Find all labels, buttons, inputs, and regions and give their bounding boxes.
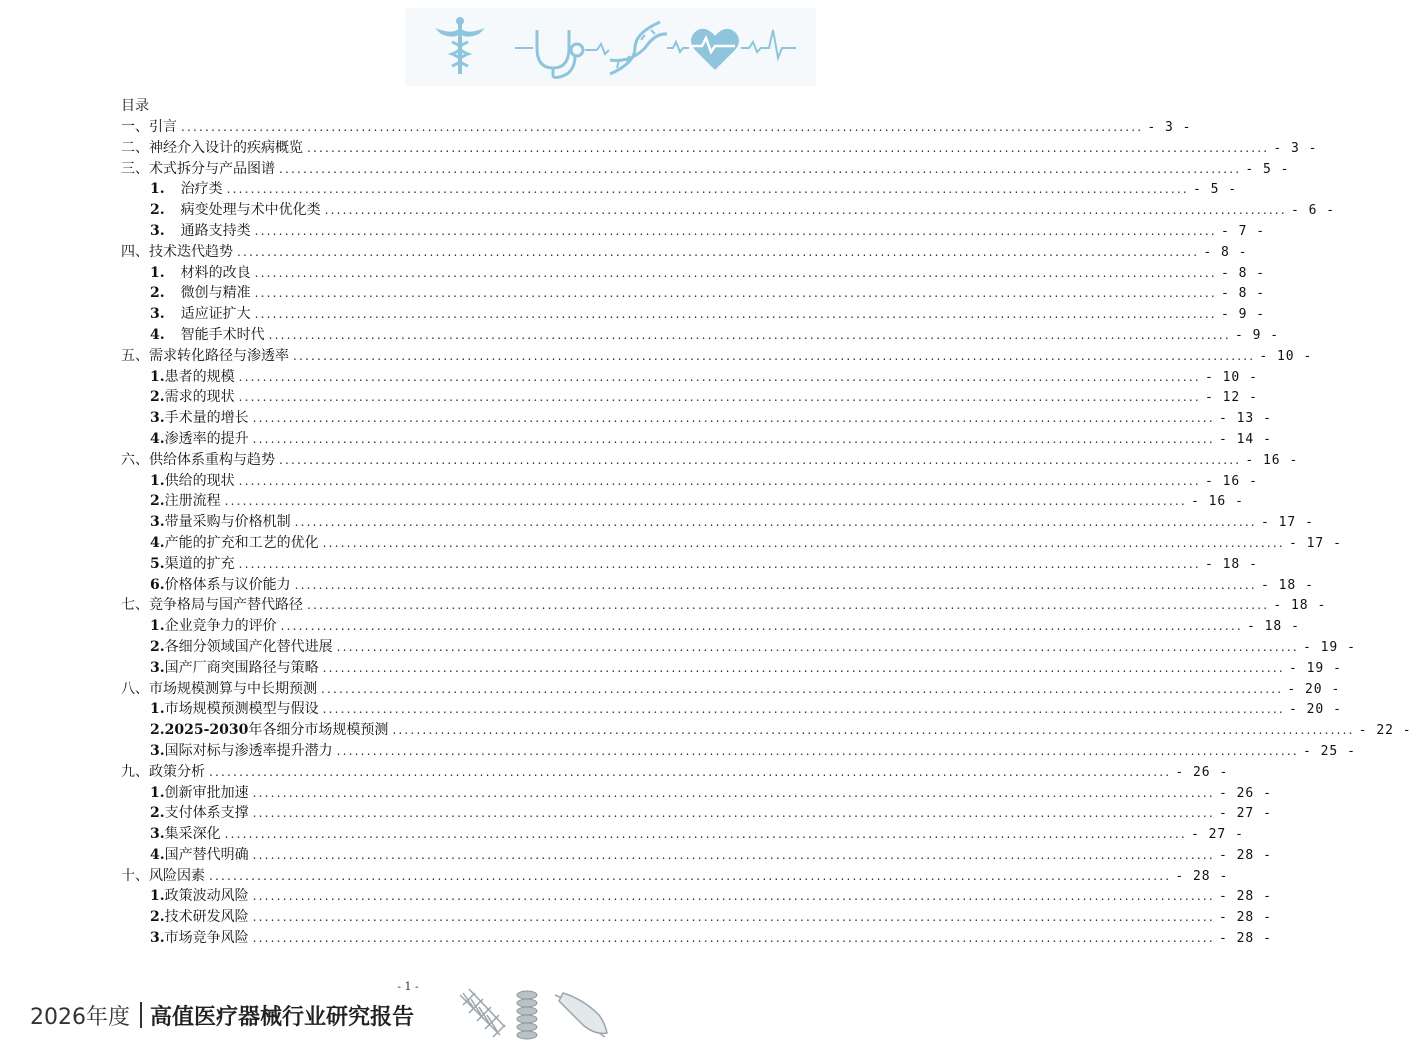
toc-entry-page: - 20 -: [1287, 681, 1341, 697]
toc-entry[interactable]: [121, 533, 1342, 554]
toc-entry-page: - 5 -: [1245, 161, 1290, 177]
toc-entry[interactable]: [121, 658, 1342, 679]
toc-leader-dots: ................................................................................................................................................................: [254, 265, 1217, 280]
toc-entry-page: - 18 -: [1273, 598, 1327, 614]
toc-entry-number: 2.: [150, 493, 165, 510]
toc-entry-number: 1.: [150, 264, 165, 281]
toc-entry[interactable]: [121, 783, 1272, 804]
toc-leader-dots: ................................................................................................................................................................: [336, 743, 1299, 758]
toc-entry-label: 价格体系与议价能力: [164, 576, 291, 593]
toc-entry-number: 2.: [150, 805, 165, 822]
toc-entry-page: - 26 -: [1218, 785, 1272, 801]
toc-entry-page: - 16 -: [1245, 452, 1299, 468]
toc-entry-page: - 10 -: [1259, 348, 1313, 364]
toc-entry-label: 企业竞争力的评价: [164, 618, 277, 635]
toc-leader-dots: ................................................................................................................................................................: [224, 827, 1187, 842]
toc-entry[interactable]: [121, 679, 1341, 700]
toc-entry-page: - 9 -: [1234, 327, 1280, 343]
toc-entry-page: - 27 -: [1218, 806, 1272, 822]
toc-leader-dots: ................................................................................................................................................................: [324, 203, 1287, 218]
toc-entry[interactable]: [121, 325, 1280, 346]
toc-entry-label: 六、供给体系重构与趋势: [121, 451, 275, 468]
toc-entry-label: 十、风险因素: [121, 867, 205, 884]
toc-entry[interactable]: [121, 429, 1272, 450]
toc-leader-dots: ................................................................................................................................................................: [238, 473, 1201, 488]
toc-entry[interactable]: [121, 762, 1229, 783]
toc-entry[interactable]: [121, 928, 1272, 949]
toc-entry-page: - 20 -: [1288, 702, 1342, 718]
toc-entry-label: 患者的规模: [164, 368, 235, 385]
toc-leader-dots: ................................................................................................................................................................: [322, 702, 1285, 717]
toc-entry-label: 渗透率的提升: [164, 430, 249, 447]
toc-entry-page: - 17 -: [1260, 515, 1314, 531]
toc-leader-dots: ................................................................................................................................................................: [252, 931, 1215, 946]
toc-entry-page: - 13 -: [1218, 411, 1272, 427]
toc-entry-page: - 6 -: [1290, 203, 1336, 219]
toc-entry-page: - 19 -: [1302, 639, 1356, 655]
toc-entry-number: 2.: [150, 285, 165, 302]
toc-entry-label: 政策波动风险: [164, 888, 249, 905]
toc-leader-dots: ................................................................................................................................................................: [254, 307, 1217, 322]
toc-entry-page: - 10 -: [1204, 369, 1258, 385]
toc-entry-label: 年各细分市场规模预测: [248, 722, 389, 739]
toc-entry-number: 1.: [150, 701, 165, 718]
toc-entry[interactable]: [121, 159, 1290, 180]
toc-entry-number: 4.: [150, 846, 165, 863]
toc-entry-number: 2.: [150, 638, 165, 655]
toc-entry-page: - 17 -: [1288, 535, 1342, 551]
toc-entry-label: 三、术式拆分与产品图谱: [121, 160, 275, 177]
toc-entry-label: 各细分领域国产化替代进展: [164, 638, 333, 655]
toc-entry[interactable]: [121, 138, 1318, 159]
coil-icon: [517, 991, 537, 1039]
toc-entry[interactable]: [121, 346, 1313, 367]
toc-entry-number: 3.: [150, 222, 165, 239]
toc-entry-page: - 5 -: [1192, 182, 1238, 198]
toc-entry-label: 国际对标与渗透率提升潜力: [164, 742, 333, 759]
toc-entry-label: 微创与精准: [180, 285, 251, 302]
toc-leader-dots: ................................................................................................................................................................: [322, 660, 1285, 675]
toc-entry-label: 九、政策分析: [121, 763, 205, 780]
toc-leader-dots: ................................................................................................................................................................: [238, 556, 1201, 571]
toc-entry-number: 3.: [150, 930, 165, 947]
toc-entry[interactable]: [121, 595, 1327, 616]
toc-entry-page: - 16 -: [1190, 494, 1244, 510]
toc-entry-label: 注册流程: [164, 493, 221, 510]
toc-leader-dots: ................................................................................................................................................................: [279, 452, 1242, 467]
toc-entry[interactable]: [121, 304, 1266, 325]
toc-leader-dots: ................................................................................................................................................................: [268, 327, 1231, 342]
toc-entry[interactable]: [121, 242, 1248, 263]
stethoscope-icon: [515, 30, 609, 78]
toc-entry[interactable]: [121, 886, 1272, 907]
toc-entry[interactable]: [121, 554, 1258, 575]
toc-entry-label: 支付体系支撑: [164, 805, 249, 822]
footer-year: 2026年度: [30, 1004, 130, 1030]
toc-entry-number: 4.: [150, 430, 165, 447]
toc-entry-label: 材料的改良: [180, 264, 251, 281]
toc-entry[interactable]: [121, 221, 1266, 242]
toc-leader-dots: ................................................................................................................................................................: [226, 182, 1189, 197]
toc-entry-page: - 8 -: [1220, 286, 1266, 302]
toc-entry-number: 3.: [150, 410, 165, 427]
toc-leader-dots: ................................................................................................................................................................: [307, 140, 1270, 155]
toc-entry-label: 适应证扩大: [180, 306, 251, 323]
toc-leader-dots: ................................................................................................................................................................: [237, 244, 1200, 259]
toc-entry[interactable]: [121, 824, 1244, 845]
toc-entry[interactable]: [121, 741, 1356, 762]
toc-entry-label: 国产厂商突围路径与策略: [164, 659, 319, 676]
toc-entry-number: 2.2025-2030: [150, 722, 249, 739]
toc-leader-dots: ................................................................................................................................................................: [252, 411, 1215, 426]
toc-entry-page: - 7 -: [1220, 223, 1266, 239]
toc-entry-label: 一、引言: [121, 119, 177, 135]
toc-entry-label: 集采深化: [164, 826, 221, 843]
toc-entry-label: 技术研发风险: [164, 909, 249, 926]
footer-banner: [30, 995, 414, 1035]
toc-entry-page: - 27 -: [1190, 827, 1244, 843]
toc-entry-page: - 28 -: [1218, 847, 1272, 863]
toc-entry-number: 4.: [150, 326, 165, 343]
toc-entry-page: - 8 -: [1220, 265, 1266, 281]
toc-entry-page: - 8 -: [1203, 244, 1248, 260]
footer-title: 高值医疗器械行业研究报告: [150, 1004, 415, 1030]
toc-leader-dots: ................................................................................................................................................................: [392, 723, 1355, 738]
toc-entry-page: - 28 -: [1218, 931, 1272, 947]
toc-entry-label: 通路支持类: [180, 222, 251, 239]
toc-entry[interactable]: [121, 575, 1314, 596]
toc-entry-number: 2.: [150, 389, 165, 406]
toc-entry[interactable]: [121, 471, 1258, 492]
toc-entry-label: 市场规模预测模型与假设: [164, 701, 319, 718]
toc-entry-number: 2.: [150, 909, 165, 926]
toc-entry-number: 1.: [150, 784, 165, 801]
toc-entry-page: - 16 -: [1204, 473, 1258, 489]
toc-leader-dots: ................................................................................................................................................................: [279, 161, 1242, 176]
toc-leader-dots: ................................................................................................................................................................: [294, 515, 1257, 530]
toc-entry-label: 五、需求转化路径与渗透率: [121, 347, 289, 364]
balloon-catheter-icon: [555, 993, 607, 1037]
toc-entry-number: 1.: [150, 618, 165, 635]
toc-entry-number: 5.: [150, 555, 165, 572]
toc-entry-label: 病变处理与术中优化类: [180, 202, 321, 219]
toc-entry-label: 产能的扩充和工艺的优化: [164, 534, 319, 551]
toc-entry[interactable]: [121, 408, 1272, 429]
toc-entry-label: 二、神经介入设计的疾病概览: [121, 139, 303, 156]
toc-entry-label: 需求的现状: [164, 389, 235, 406]
toc-leader-dots: ................................................................................................................................................................: [252, 910, 1215, 925]
table-of-contents: [121, 96, 1412, 949]
toc-entry-page: - 22 -: [1358, 723, 1412, 739]
toc-entry-page: - 18 -: [1260, 577, 1314, 593]
toc-entry-page: - 14 -: [1218, 431, 1272, 447]
toc-entry[interactable]: [121, 387, 1258, 408]
toc-entry-label: 渠道的扩充: [164, 555, 235, 572]
toc-entry-page: - 3 -: [1273, 140, 1318, 156]
toc-entry[interactable]: [121, 117, 1192, 138]
dna-icon: [610, 22, 689, 74]
toc-entry-label: 八、市场规模测算与中长期预测: [121, 680, 317, 697]
toc-entry[interactable]: [121, 283, 1266, 304]
toc-entry-page: - 28 -: [1218, 889, 1272, 905]
toc-entry-page: - 12 -: [1204, 390, 1258, 406]
toc-entry-label: 供给的现状: [164, 472, 235, 489]
toc-entry[interactable]: [121, 179, 1238, 200]
toc-leader-dots: ................................................................................................................................................................: [307, 598, 1270, 613]
toc-leader-dots: ................................................................................................................................................................: [254, 286, 1217, 301]
toc-entry-label: 市场竞争风险: [164, 930, 249, 947]
toc-entry-number: 3.: [150, 659, 165, 676]
toc-entry-label: 治疗类: [180, 181, 223, 198]
toc-entry-number: 6.: [150, 576, 165, 593]
toc-entry[interactable]: [121, 491, 1244, 512]
header-decoration: [405, 8, 816, 88]
toc-entry[interactable]: [121, 845, 1272, 866]
footer-decoration: [455, 985, 615, 1045]
toc-entry-number: 1.: [150, 472, 165, 489]
toc-entry-label: 国产替代明确: [164, 846, 249, 863]
toc-leader-dots: ................................................................................................................................................................: [252, 889, 1215, 904]
page-number: - 1 -: [397, 980, 419, 993]
toc-leader-dots: ................................................................................................................................................................: [293, 348, 1256, 363]
toc-entry[interactable]: [121, 866, 1229, 887]
toc-leader-dots: ................................................................................................................................................................: [252, 847, 1215, 862]
toc-leader-dots: ................................................................................................................................................................: [224, 494, 1187, 509]
toc-entry-number: 3.: [150, 306, 165, 323]
toc-entry-number: 3.: [150, 514, 165, 531]
toc-entry-page: - 26 -: [1175, 764, 1229, 780]
toc-leader-dots: ................................................................................................................................................................: [322, 535, 1285, 550]
toc-entry[interactable]: [121, 263, 1266, 284]
toc-entry[interactable]: [121, 450, 1299, 471]
toc-leader-dots: ................................................................................................................................................................: [181, 120, 1144, 134]
stent-icon: [460, 989, 505, 1037]
toc-list: [121, 117, 1412, 949]
heartbeat-icon: [691, 29, 796, 70]
toc-leader-dots: ................................................................................................................................................................: [254, 223, 1217, 238]
toc-leader-dots: ................................................................................................................................................................: [252, 785, 1215, 800]
toc-entry[interactable]: [121, 699, 1342, 720]
toc-entry-label: 七、竞争格局与国产替代路径: [121, 597, 303, 614]
toc-entry[interactable]: [121, 200, 1336, 221]
toc-leader-dots: ................................................................................................................................................................: [336, 639, 1299, 654]
toc-entry-label: 手术量的增长: [164, 410, 249, 427]
toc-entry-number: 3.: [150, 826, 165, 843]
toc-entry-label: 创新审批加速: [164, 784, 249, 801]
footer-divider: [140, 1002, 142, 1028]
toc-entry[interactable]: [121, 512, 1314, 533]
toc-entry-page: - 18 -: [1246, 619, 1300, 635]
toc-entry-label: 智能手术时代: [180, 326, 265, 343]
toc-leader-dots: ................................................................................................................................................................: [238, 369, 1201, 384]
toc-leader-dots: ................................................................................................................................................................: [209, 868, 1172, 883]
toc-entry[interactable]: [121, 637, 1356, 658]
toc-entry-page: - 9 -: [1220, 307, 1266, 323]
toc-leader-dots: ................................................................................................................................................................: [252, 431, 1215, 446]
toc-entry[interactable]: [121, 907, 1272, 928]
toc-entry-number: 3.: [150, 742, 165, 759]
toc-title: 目录: [121, 98, 149, 114]
toc-entry[interactable]: [121, 616, 1300, 637]
toc-entry-number: 4.: [150, 534, 165, 551]
toc-entry-number: 1.: [150, 181, 165, 198]
toc-entry[interactable]: [121, 803, 1272, 824]
toc-entry[interactable]: [121, 367, 1258, 388]
toc-leader-dots: ................................................................................................................................................................: [321, 681, 1284, 696]
toc-leader-dots: ................................................................................................................................................................: [252, 806, 1215, 821]
toc-leader-dots: ................................................................................................................................................................: [238, 390, 1201, 405]
caduceus-icon: [435, 17, 485, 74]
toc-entry-page: - 19 -: [1288, 660, 1342, 676]
toc-entry-number: 1.: [150, 368, 165, 385]
toc-leader-dots: ................................................................................................................................................................: [280, 619, 1243, 634]
toc-entry[interactable]: [121, 720, 1412, 741]
toc-entry-page: - 28 -: [1218, 910, 1272, 926]
toc-leader-dots: ................................................................................................................................................................: [209, 764, 1172, 779]
toc-entry-page: - 3 -: [1147, 120, 1192, 135]
toc-leader-dots: ................................................................................................................................................................: [294, 577, 1257, 592]
toc-entry-page: - 28 -: [1175, 868, 1229, 884]
toc-entry-number: 1.: [150, 888, 165, 905]
toc-entry-label: 四、技术迭代趋势: [121, 243, 233, 260]
toc-entry-number: 2.: [150, 202, 165, 219]
toc-entry-page: - 25 -: [1302, 743, 1356, 759]
toc-entry-page: - 18 -: [1204, 556, 1258, 572]
toc-entry-label: 带量采购与价格机制: [164, 514, 291, 531]
